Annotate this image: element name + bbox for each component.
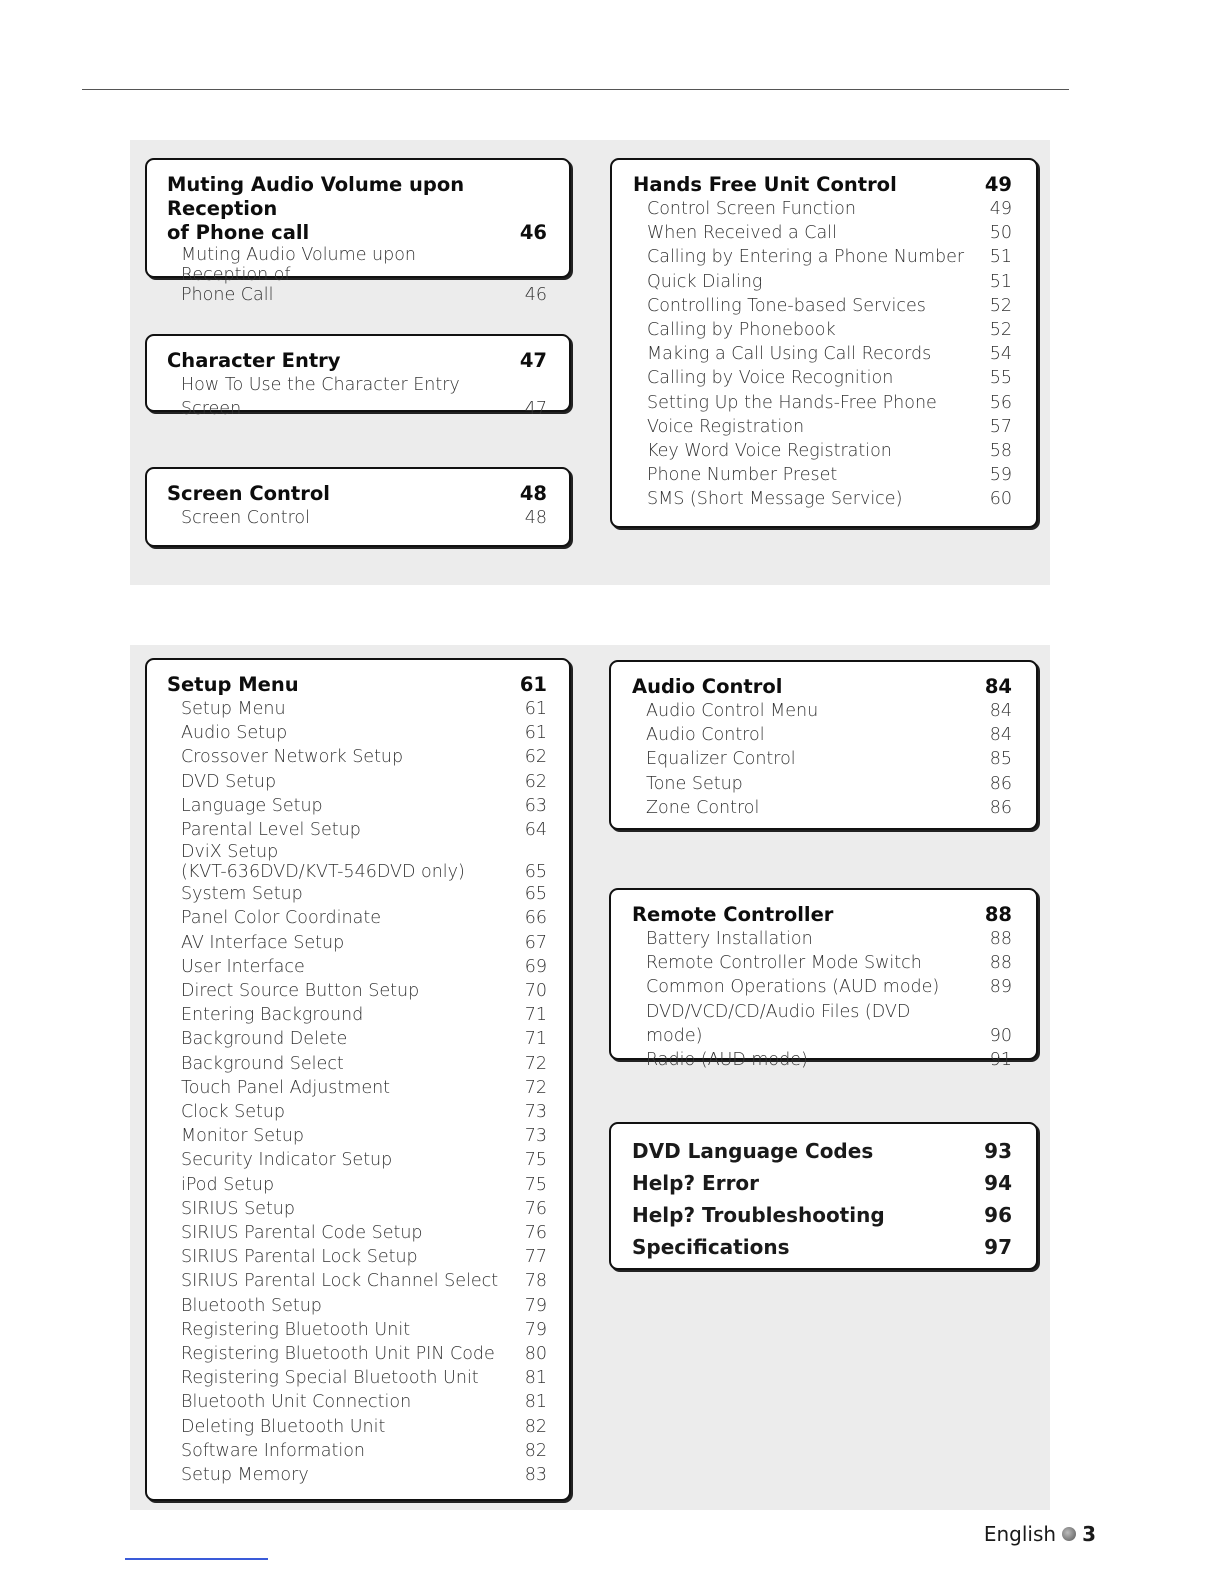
toc-entry-title: Crossover Network Setup: [181, 747, 404, 768]
toc-entry[interactable]: [167, 1003, 547, 1027]
toc-heading[interactable]: [632, 1231, 1012, 1263]
toc-entry-title: Zone Control: [646, 797, 760, 818]
toc-entry-title: Remote Controller Mode Switch: [646, 953, 922, 974]
toc-entry[interactable]: [632, 951, 1012, 975]
toc-entry[interactable]: [633, 221, 1012, 245]
toc-box-audio-control: [609, 660, 1038, 830]
toc-heading-page: 49: [984, 173, 1012, 196]
toc-entry-title: How To Use the Character Entry Screen: [181, 375, 460, 420]
toc-entry[interactable]: [632, 772, 1012, 796]
toc-entry[interactable]: [167, 1052, 547, 1076]
toc-entry[interactable]: [167, 1173, 547, 1197]
toc-entry-page: 75: [524, 1174, 547, 1195]
toc-entry[interactable]: [167, 842, 547, 882]
toc-heading-page: 97: [984, 1235, 1012, 1259]
toc-entry-list: [632, 927, 1012, 1072]
toc-entry-page: 48: [524, 508, 547, 528]
toc-entry[interactable]: [167, 1027, 547, 1051]
toc-entry-page: 81: [524, 1392, 547, 1413]
toc-entry[interactable]: [167, 245, 547, 305]
toc-entry[interactable]: [167, 1415, 547, 1439]
toc-entry[interactable]: [632, 699, 1012, 723]
toc-entry-page: 63: [524, 795, 547, 816]
toc-entry-page: 57: [989, 416, 1012, 437]
toc-entry-page: 50: [989, 223, 1012, 244]
toc-entry[interactable]: [167, 882, 547, 906]
toc-heading-title: Muting Audio Volume upon Reception of Phone call: [167, 173, 465, 244]
toc-entry-page: 91: [989, 1050, 1012, 1071]
toc-entry-page: 79: [524, 1295, 547, 1316]
toc-entry-title: Registering Bluetooth Unit PIN Code: [181, 1344, 495, 1365]
toc-heading-title: Screen Control: [167, 482, 330, 505]
toc-heading-page: 48: [519, 482, 547, 505]
toc-heading[interactable]: [632, 1167, 1012, 1199]
toc-entry-title: Equalizer Control: [646, 749, 796, 770]
toc-entry-title: Registering Bluetooth Unit: [181, 1319, 411, 1340]
toc-entry-page: 77: [524, 1247, 547, 1268]
toc-entry-title: Audio Control Menu: [646, 701, 819, 721]
toc-entry-page: 86: [989, 773, 1012, 794]
toc-entry[interactable]: [167, 697, 547, 721]
toc-entry[interactable]: [167, 1294, 547, 1318]
toc-entry[interactable]: [167, 931, 547, 955]
toc-entry-title: Language Setup: [181, 795, 323, 816]
toc-entry-page: 60: [989, 489, 1012, 510]
toc-entry-page: 82: [524, 1440, 547, 1461]
toc-heading-title: Character Entry: [167, 349, 341, 372]
toc-entry-page: 88: [989, 929, 1012, 949]
toc-entry[interactable]: [167, 1221, 547, 1245]
toc-entry-title: Background Select: [181, 1053, 344, 1074]
toc-entry[interactable]: [167, 1318, 547, 1342]
toc-entry-page: 46: [524, 285, 547, 305]
toc-entry[interactable]: [633, 197, 1012, 221]
toc-entry-title: Tone Setup: [646, 773, 743, 794]
toc-entry[interactable]: [167, 1100, 547, 1124]
toc-entry[interactable]: [633, 318, 1012, 342]
toc-entry-title: SIRIUS Parental Lock Setup: [181, 1247, 418, 1268]
toc-entry-page: 67: [524, 932, 547, 953]
toc-entry-title: Setting Up the Hands-Free Phone: [647, 392, 937, 413]
toc-entry-title: Deleting Bluetooth Unit: [181, 1416, 386, 1437]
toc-entry-title: Bluetooth Setup: [181, 1295, 322, 1316]
toc-entry-title: DviX Setup (KVT-636DVD/KVT-546DVD only): [181, 842, 465, 883]
toc-heading-page: 61: [519, 673, 547, 696]
toc-entry-title: System Setup: [181, 884, 303, 905]
toc-entry[interactable]: [167, 721, 547, 745]
toc-entry[interactable]: [167, 979, 547, 1003]
toc-entry[interactable]: [167, 1463, 547, 1487]
toc-heading[interactable]: [632, 1135, 1012, 1167]
toc-entry-page: 76: [524, 1198, 547, 1219]
header-rule: [82, 89, 1069, 90]
toc-entry-page: 71: [524, 1029, 547, 1050]
toc-entry-title: Battery Installation: [646, 929, 813, 949]
toc-entry-page: 55: [989, 368, 1012, 389]
toc-heading[interactable]: [167, 173, 547, 245]
toc-entry[interactable]: [633, 391, 1012, 415]
page-footer: [984, 1522, 1096, 1546]
toc-entry-title: Muting Audio Volume upon Reception of Phone Call: [181, 245, 417, 305]
toc-entry-title: Direct Source Button Setup: [181, 981, 420, 1002]
toc-entry-page: 65: [524, 884, 547, 905]
toc-entry-page: 65: [524, 862, 547, 883]
toc-heading[interactable]: [632, 1199, 1012, 1231]
toc-entry[interactable]: [632, 723, 1012, 747]
toc-entry-page: 84: [989, 725, 1012, 746]
toc-entry-title: Voice Registration: [647, 416, 805, 437]
toc-entry-page: 51: [989, 271, 1012, 292]
toc-entry-page: 54: [989, 344, 1012, 365]
toc-entry[interactable]: [167, 1439, 547, 1463]
toc-heading-page: 88: [984, 903, 1012, 926]
toc-heading-page: 93: [984, 1139, 1012, 1163]
toc-heading[interactable]: [632, 675, 1012, 699]
toc-heading[interactable]: [632, 903, 1012, 927]
toc-entry[interactable]: [167, 1390, 547, 1414]
toc-entry-page: 56: [989, 392, 1012, 413]
toc-entry-page: 70: [524, 981, 547, 1002]
toc-entry-title: When Received a Call: [647, 223, 837, 244]
toc-entry-page: 85: [989, 749, 1012, 770]
toc-entry[interactable]: [633, 415, 1012, 439]
toc-entry-title: SIRIUS Setup: [181, 1198, 296, 1219]
toc-entry-title: Parental Level Setup: [181, 820, 361, 841]
toc-entry-title: Setup Menu: [181, 699, 286, 719]
toc-entry-title: Panel Color Coordinate: [181, 908, 381, 929]
toc-heading-title: Help? Error: [632, 1171, 760, 1195]
toc-heading-title: DVD Language Codes: [632, 1139, 874, 1163]
toc-entry-title: Monitor Setup: [181, 1126, 305, 1147]
toc-entry[interactable]: [632, 1048, 1012, 1072]
toc-entry-page: 82: [524, 1416, 547, 1437]
toc-heading-title: Help? Troubleshooting: [632, 1203, 885, 1227]
toc-box-hands-free: [610, 158, 1038, 528]
toc-entry-title: Background Delete: [181, 1029, 348, 1050]
toc-entry-title: User Interface: [181, 956, 305, 977]
toc-entry[interactable]: [167, 794, 547, 818]
toc-entry-page: 61: [524, 699, 547, 719]
toc-entry-page: 75: [524, 1150, 547, 1171]
toc-entry-title: Calling by Entering a Phone Number: [647, 247, 965, 268]
toc-entry[interactable]: [167, 1269, 547, 1293]
toc-heading-page: 96: [984, 1203, 1012, 1227]
toc-entry-page: 71: [524, 1005, 547, 1026]
toc-entry-title: iPod Setup: [181, 1174, 275, 1195]
toc-entry[interactable]: [167, 1366, 547, 1390]
toc-entry-title: DVD Setup: [181, 771, 277, 792]
toc-entry-page: 80: [524, 1344, 547, 1365]
toc-heading-page: 94: [984, 1171, 1012, 1195]
toc-heading-page: 47: [519, 349, 547, 372]
toc-entry-page: 62: [524, 747, 547, 768]
toc-entry-page: 72: [524, 1077, 547, 1098]
toc-entry[interactable]: [632, 927, 1012, 951]
toc-entry[interactable]: [167, 1342, 547, 1366]
toc-entry-title: Setup Memory: [181, 1465, 309, 1486]
toc-entry[interactable]: [632, 1000, 1012, 1048]
toc-entry[interactable]: [167, 1197, 547, 1221]
toc-entry[interactable]: [167, 745, 547, 769]
toc-heading-page: 46: [519, 221, 547, 244]
toc-entry-page: 72: [524, 1053, 547, 1074]
toc-entry-page: 66: [524, 908, 547, 929]
toc-entry[interactable]: [167, 1245, 547, 1269]
toc-entry-list: [633, 197, 1012, 512]
toc-box-character-entry: [145, 334, 571, 420]
toc-entry-page: 51: [989, 247, 1012, 268]
toc-entry-title: Entering Background: [181, 1005, 364, 1026]
toc-box-setup-menu: [145, 658, 571, 1501]
toc-entry-page: 59: [989, 465, 1012, 486]
toc-entry-page: 52: [989, 320, 1012, 341]
toc-entry[interactable]: [633, 439, 1012, 463]
toc-entry[interactable]: [633, 366, 1012, 390]
toc-entry-title: Registering Special Bluetooth Unit: [181, 1368, 479, 1389]
page-number: 3: [1082, 1522, 1096, 1546]
toc-entry-list: [167, 697, 547, 1487]
toc-entry-title: SMS (Short Message Service): [647, 489, 903, 510]
toc-entry-page: 52: [989, 295, 1012, 316]
toc-entry[interactable]: [167, 1124, 547, 1148]
toc-box-remote-controller: [609, 888, 1038, 1071]
toc-entry[interactable]: [632, 747, 1012, 771]
toc-entry[interactable]: [632, 796, 1012, 820]
toc-entry[interactable]: [167, 955, 547, 979]
toc-box-muting: [145, 158, 571, 305]
toc-entry[interactable]: [167, 1148, 547, 1172]
toc-heading[interactable]: [167, 482, 547, 506]
toc-entry-page: 76: [524, 1223, 547, 1244]
toc-entry-page: 81: [524, 1368, 547, 1389]
toc-entry-title: Key Word Voice Registration: [647, 441, 892, 462]
toc-entry-page: 90: [989, 1025, 1012, 1046]
footer-language: English: [983, 1522, 1057, 1546]
bullet-icon: [1062, 1527, 1076, 1541]
toc-entry[interactable]: [167, 1076, 547, 1100]
toc-entry-page: 86: [989, 797, 1012, 818]
toc-box-appendix: [609, 1122, 1038, 1270]
toc-entry-title: Screen Control: [181, 508, 310, 528]
toc-entry-title: Radio (AUD mode): [646, 1050, 808, 1071]
toc-heading-list: [632, 1135, 1012, 1263]
toc-entry-page: 83: [524, 1465, 547, 1486]
toc-entry-page: 61: [524, 723, 547, 744]
toc-entry-page: 62: [524, 771, 547, 792]
toc-entry-title: Audio Control: [646, 725, 765, 746]
toc-entry[interactable]: [167, 818, 547, 842]
toc-entry-title: Touch Panel Adjustment: [181, 1077, 391, 1098]
toc-entry[interactable]: [633, 294, 1012, 318]
toc-heading-title: Audio Control: [632, 675, 783, 698]
toc-heading-title: Setup Menu: [167, 673, 299, 696]
toc-entry-title: Calling by Voice Recognition: [647, 368, 894, 389]
footer-link-underline: [125, 1558, 268, 1560]
toc-heading[interactable]: [633, 173, 1012, 197]
toc-entry-title: Common Operations (AUD mode): [646, 977, 940, 998]
toc-entry-title: AV Interface Setup: [181, 932, 345, 953]
toc-entry[interactable]: [633, 245, 1012, 269]
toc-entry-title: SIRIUS Parental Code Setup: [181, 1223, 423, 1244]
toc-entry[interactable]: [167, 373, 547, 421]
toc-entry-title: DVD/VCD/CD/Audio Files (DVD mode): [646, 1001, 911, 1046]
toc-entry-title: Bluetooth Unit Connection: [181, 1392, 412, 1413]
toc-entry-title: Calling by Phonebook: [647, 320, 836, 341]
toc-entry-page: 79: [524, 1319, 547, 1340]
toc-entry[interactable]: [167, 906, 547, 930]
toc-heading[interactable]: [167, 673, 547, 697]
toc-heading[interactable]: [167, 349, 547, 373]
toc-entry-list: [632, 699, 1012, 820]
toc-entry-page: 88: [989, 953, 1012, 974]
toc-entry-page: 58: [989, 441, 1012, 462]
toc-heading-page: 84: [984, 675, 1012, 698]
toc-heading-title: Specifications: [632, 1235, 790, 1259]
toc-entry[interactable]: [632, 975, 1012, 999]
toc-entry-page: 69: [524, 956, 547, 977]
toc-entry-title: Phone Number Preset: [647, 465, 838, 486]
toc-entry-page: 84: [989, 701, 1012, 721]
toc-entry-title: Making a Call Using Call Records: [647, 344, 932, 365]
toc-entry[interactable]: [633, 487, 1012, 511]
toc-entry[interactable]: [167, 506, 547, 530]
toc-heading-title: Hands Free Unit Control: [633, 173, 897, 196]
toc-entry[interactable]: [633, 270, 1012, 294]
toc-entry[interactable]: [167, 770, 547, 794]
toc-entry[interactable]: [633, 463, 1012, 487]
toc-entry-page: 73: [524, 1102, 547, 1123]
toc-entry-page: 89: [989, 977, 1012, 998]
toc-entry-title: Audio Setup: [181, 723, 288, 744]
toc-entry-page: 64: [524, 820, 547, 841]
toc-heading-title: Remote Controller: [632, 903, 834, 926]
toc-entry-title: Controlling Tone-based Services: [647, 295, 926, 316]
toc-entry-title: Security Indicator Setup: [181, 1150, 393, 1171]
toc-box-screen-control: [145, 467, 571, 547]
toc-entry-title: Quick Dialing: [647, 271, 763, 292]
toc-entry-title: Clock Setup: [181, 1102, 286, 1123]
toc-entry-page: 47: [524, 399, 547, 420]
toc-entry-page: 78: [524, 1271, 547, 1292]
toc-entry-title: Control Screen Function: [647, 199, 856, 219]
toc-entry-page: 73: [524, 1126, 547, 1147]
toc-entry-title: SIRIUS Parental Lock Channel Select: [181, 1271, 499, 1292]
toc-entry[interactable]: [633, 342, 1012, 366]
toc-entry-title: Software Information: [181, 1440, 366, 1461]
toc-entry-page: 49: [989, 199, 1012, 219]
